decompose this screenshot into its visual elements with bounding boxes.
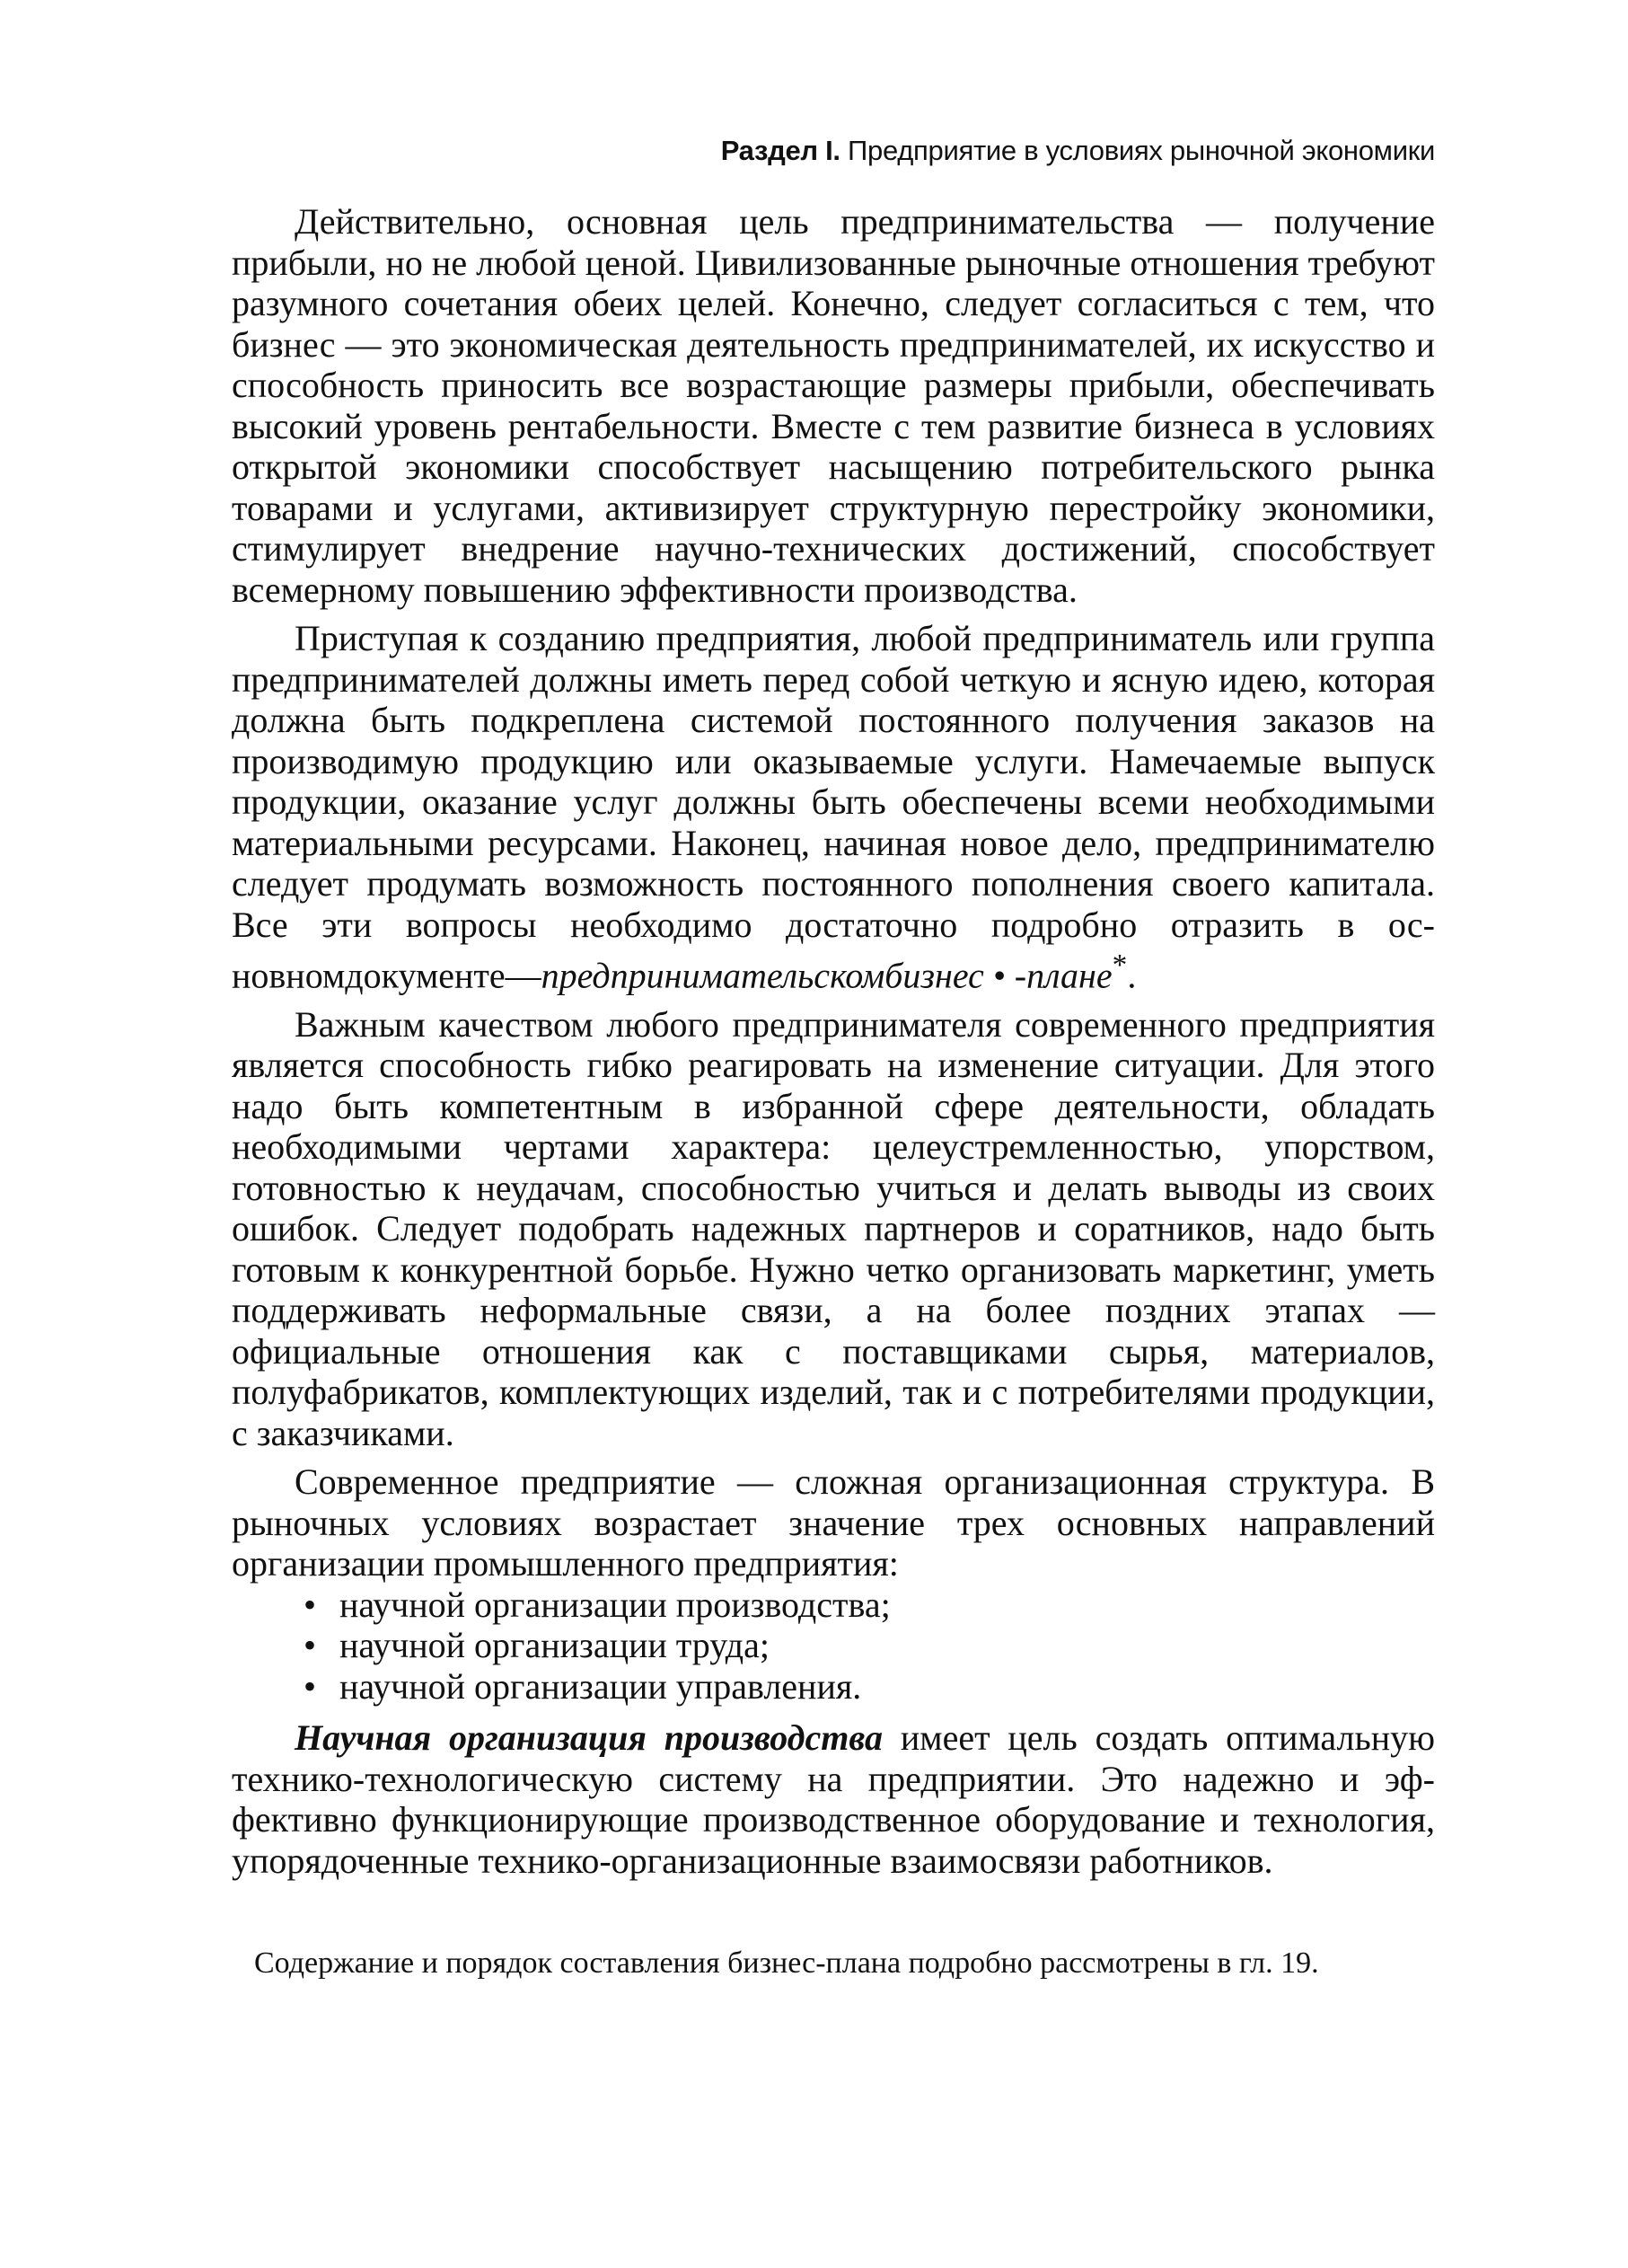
- footnote-mark: *: [1112, 949, 1128, 982]
- list-item-text: научной организации производства;: [339, 1584, 891, 1625]
- paragraph-goal-of-business: Действительно, основная цель предпринимательства — получение прибыли, но не любой ценой. Цивилизованные рыночные отношения требуют разумного сочетания обеих целей. Конечно, следует согласиться с тем, что бизнес — это экономическая деятельность предпринимателей, их искусство и способность приносить все возрастающие размеры прибыли, обеспечивать высокий уровень рентабельности. Вместе с тем развитие бизнеса в условиях открытой экономики способствует насыщению потребительского рынка товарами и услугами, активизирует структурную перестройку экономики, стимулирует внедрение научно-технических достижений, способствует всемерному повышению эффективности производства.: [232, 201, 1435, 610]
- paragraph-scientific-organization: [232, 1717, 1435, 1881]
- bullet-icon: •: [304, 1665, 317, 1707]
- section-title: Предприятие в условиях рыночной экономики: [840, 135, 1435, 166]
- bullet-icon: •: [304, 1584, 317, 1625]
- scientific-organization-term: Научная организация производства: [295, 1717, 883, 1759]
- paragraph-creating-enterprise-text: Приступая к созданию предприятия, любой предприниматель или группа предпринимателей должны иметь перед собой четкую и ясную идею, которая должна быть подкреплена системой постоянного получения заказов на производимую продукцию или оказываемые услуги. Намечаемые выпуск продукции, оказание услуг должны быть обеспечены всеми необходимыми материальными ресурсами. Наконец, начиная новое дело, предпринимателю следует продумать возможность постоянного пополнения своего капитала. Все эти вопросы необходимо достаточно подробно отразить в основномдокументе—: [232, 618, 1435, 996]
- list-item-text: научной организации труда;: [339, 1625, 770, 1666]
- paragraph-end-period: .: [1127, 955, 1137, 996]
- footnote: Содержание и порядок составления бизнес-плана подробно рассмотрены в гл. 19.: [254, 1946, 1319, 1980]
- paragraph-entrepreneur-qualities: Важным качеством любого предпринимателя современного предприятия является способность гибко реагировать на изменение ситуации. Для этого надо быть компетентным в избранной сфере деятельности, обладать необходимыми чертами характера: целеустремленностью, упорством, готовностью к неудачам, способностью учиться и делать выводы из своих ошибок. Следует подобрать надежных партнеров и соратников, надо быть готовым к конкурентной борьбе. Нужно четко организовать маркетинг, уметь поддерживать неформальные связи, а на более поздних этапах — официальные отношения как с поставщиками сырья, материалов, полуфабрикатов, комплектующих изделий, так и с потребителями продукции, с заказчиками.: [232, 1003, 1435, 1453]
- paragraph-scientific-organization-text: имеет цель создать оптимальную технико-технологическую систему на предприятии. Это надежно и эффективно функционирующие производственное оборудование и технология, упорядоченные технико-организационные взаимосвязи работников.: [232, 1717, 1436, 1881]
- paragraph-creating-enterprise: [232, 618, 1435, 996]
- body-text: [232, 201, 1435, 1889]
- list-item: [304, 1584, 1435, 1626]
- section-label: Раздел I.: [720, 135, 840, 166]
- organization-directions-list: [232, 1584, 1435, 1708]
- list-item: [304, 1666, 1435, 1708]
- list-item: [304, 1625, 1435, 1666]
- list-item-text: научной организации управления.: [339, 1665, 862, 1707]
- business-plan-term: предпринимательскомбизнес • -плане: [541, 955, 1113, 996]
- bullet-icon: •: [304, 1625, 317, 1666]
- paragraph-modern-enterprise: Современное предприятие — сложная организационная структура. В рыночных условиях возрастает значение трех основных направлений организации промышленного предприятия:: [232, 1461, 1435, 1584]
- running-header: [721, 133, 1435, 169]
